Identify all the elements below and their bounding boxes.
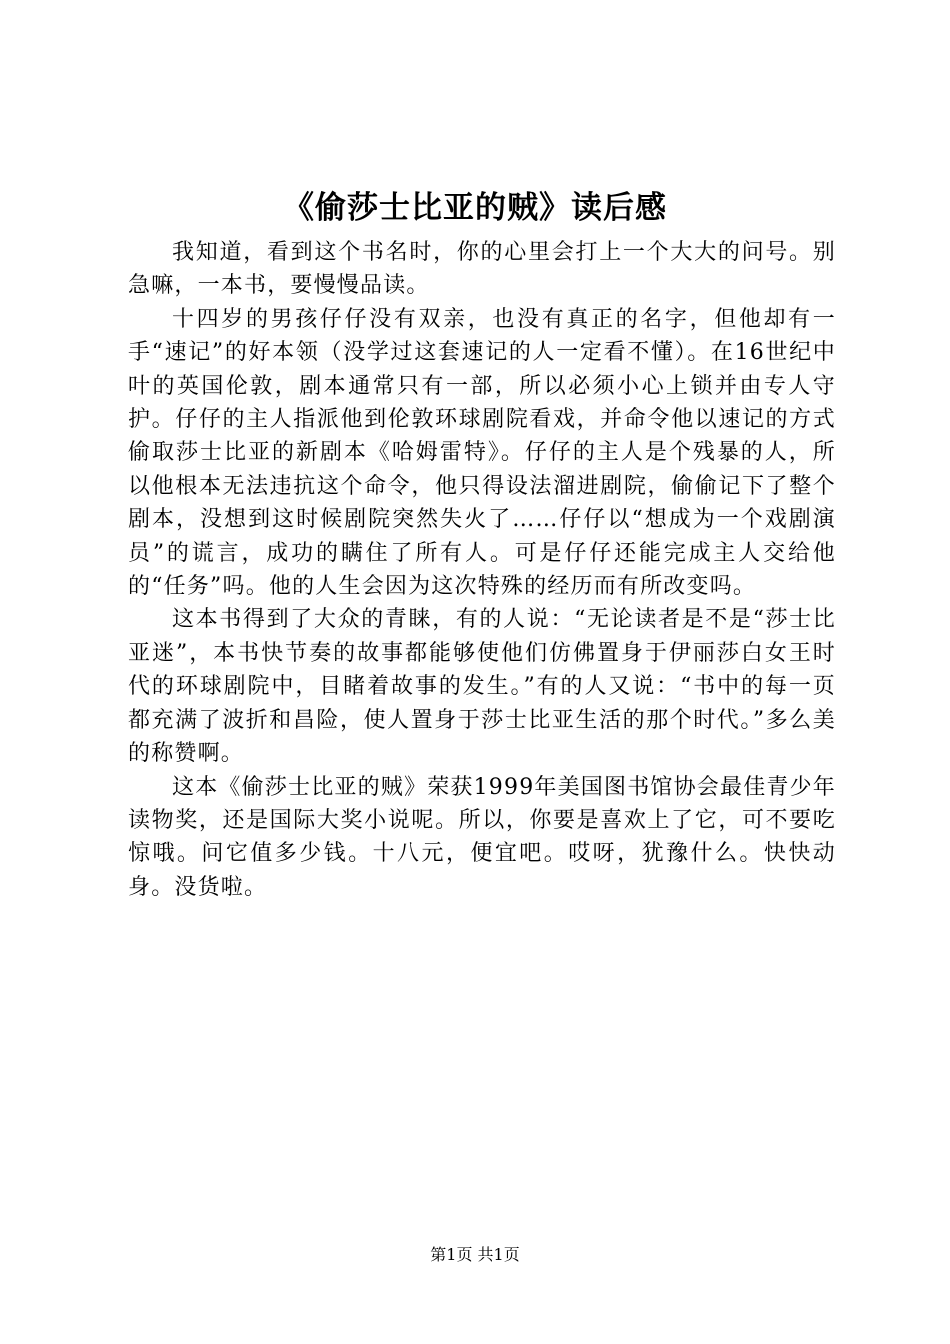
document-title: 《偷莎士比亚的贼》读后感	[283, 190, 667, 226]
paragraph-3: 这本书得到了大众的青睐，有的人说：“无论读者是不是“莎士比亚迷”，本书快节奏的故事都能够使他们仿佛置身于伊丽莎白女王时代的环球剧院中，目睹着故事的发生。”有的人又说：“书中的每一页都充满了波折和昌险，使人置身于莎士比亚生活的那个时代。”多么美的称赞啊。	[128, 607, 836, 767]
document-body	[128, 236, 836, 904]
paragraph-4: 这本《偷莎士比亚的贼》荣获1999年美国图书馆协会最佳青少年读物奖，还是国际大奖小说呢。所以，你要是喜欢上了它，可不要吃惊哦。问它值多少钱。十八元，便宜吧。哎呀，犹豫什么。快快动身。没货啦。	[128, 774, 836, 900]
paragraph-2: 十四岁的男孩仔仔没有双亲，也没有真正的名字，但他却有一手“速记”的好本领（没学过这套速记的人一定看不懂）。在16世纪中叶的英国伦敦，剧本通常只有一部，所以必须小心上锁并由专人守护。仔仔的主人指派他到伦敦环球剧院看戏，并命令他以速记的方式偷取莎士比亚的新剧本《哈姆雷特》。仔仔的主人是个残暴的人，所以他根本无法违抗这个命令，他只得设法溜进剧院，偷偷记下了整个剧本，没想到这时候剧院突然失火了……仔仔以“想成为一个戏剧演员”的谎言，成功的瞒住了所有人。可是仔仔还能完成主人交给他的“任务”吗。他的人生会因为这次特殊的经历而有所改变吗。	[128, 306, 836, 600]
paragraph-1: 我知道，看到这个书名时，你的心里会打上一个大大的问号。别急嘛，一本书，要慢慢品读。	[128, 240, 836, 299]
page-footer: 第1页 共1页	[430, 1245, 520, 1264]
